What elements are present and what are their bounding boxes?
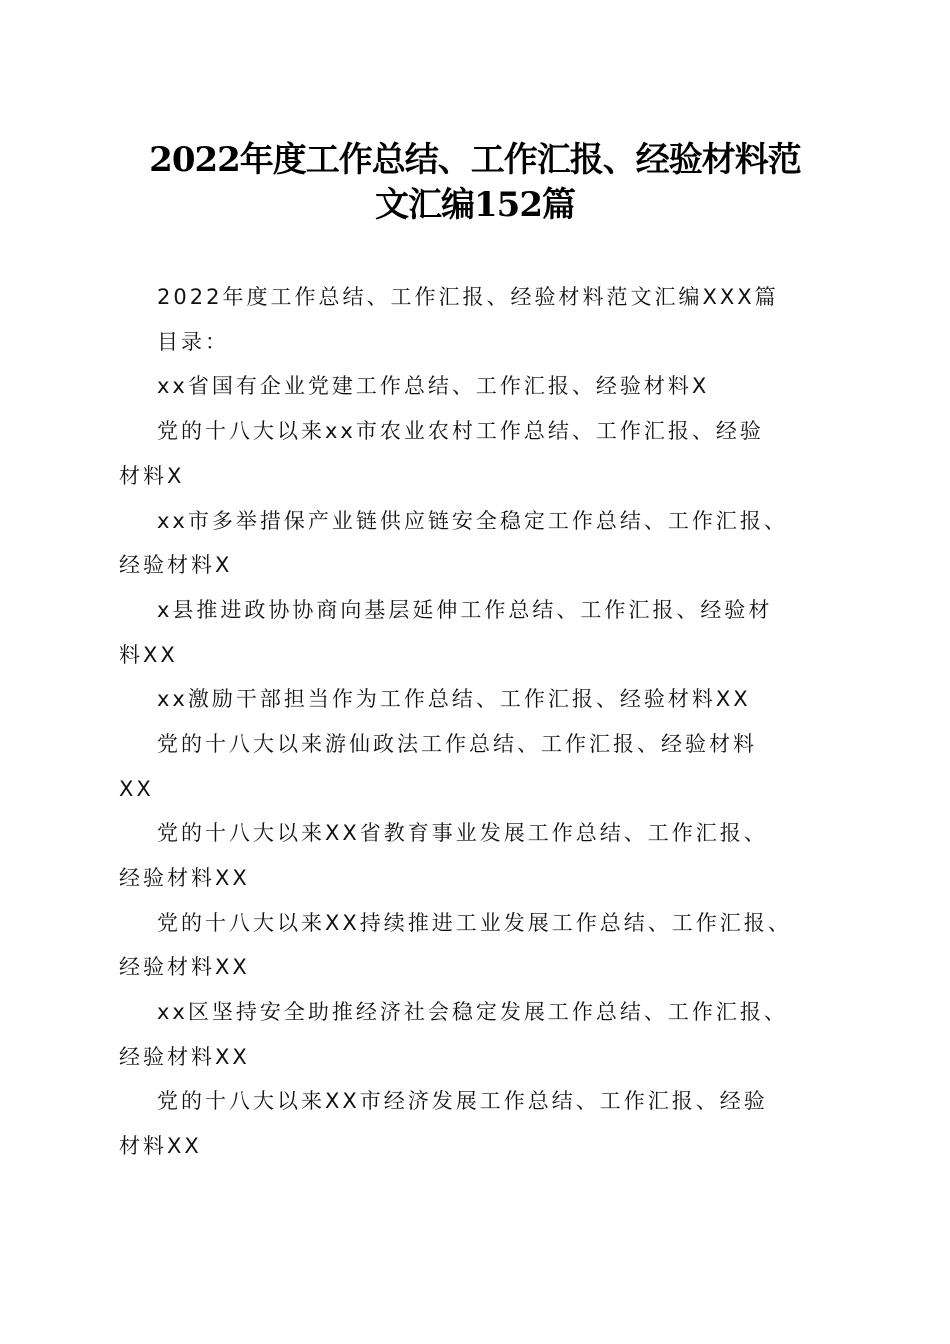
toc-entry-line: xx激励干部担当作为工作总结、工作汇报、经验材料XX [157,687,751,711]
toc-entry-line-continuation: 料XX [119,643,178,667]
toc-entry-line: 党的十八大以来游仙政法工作总结、工作汇报、经验材料 [157,732,757,756]
toc-entry-line: xx省国有企业党建工作总结、工作汇报、经验材料X [157,374,710,398]
toc-entry-line-continuation: 材料XX [119,1134,202,1158]
document-subtitle: 2022年度工作总结、工作汇报、经验材料范文汇编XXX篇 [157,285,779,309]
toc-entry-line-continuation: 材料X [119,464,185,488]
document-title-line-2: 文汇编152篇 [375,185,575,225]
toc-entry-line: 党的十八大以来XX省教育事业发展工作总结、工作汇报、 [157,821,768,845]
toc-entry-line: xx市多举措保产业链供应链安全稳定工作总结、工作汇报、 [157,509,788,533]
toc-entry-line: 党的十八大以来XX持续推进工业发展工作总结、工作汇报、 [157,911,792,935]
toc-entry-line: x县推进政协协商向基层延伸工作总结、工作汇报、经验材 [157,598,773,622]
toc-entry-line-continuation: 经验材料X [119,553,233,577]
toc-entry-line-continuation: 经验材料XX [119,955,250,979]
toc-entry-line: 党的十八大以来xx市农业农村工作总结、工作汇报、经验 [157,419,764,443]
toc-entry-line: xx区坚持安全助推经济社会稳定发展工作总结、工作汇报、 [157,1000,788,1024]
document-title-line-1: 2022年度工作总结、工作汇报、经验材料范 [149,140,801,180]
toc-entry-line-continuation: XX [119,777,154,801]
toc-label: 目录： [157,330,229,354]
toc-entry-line-continuation: 经验材料XX [119,866,250,890]
toc-entry-line: 党的十八大以来XX市经济发展工作总结、工作汇报、经验 [157,1089,768,1113]
toc-entry-line-continuation: 经验材料XX [119,1045,250,1069]
